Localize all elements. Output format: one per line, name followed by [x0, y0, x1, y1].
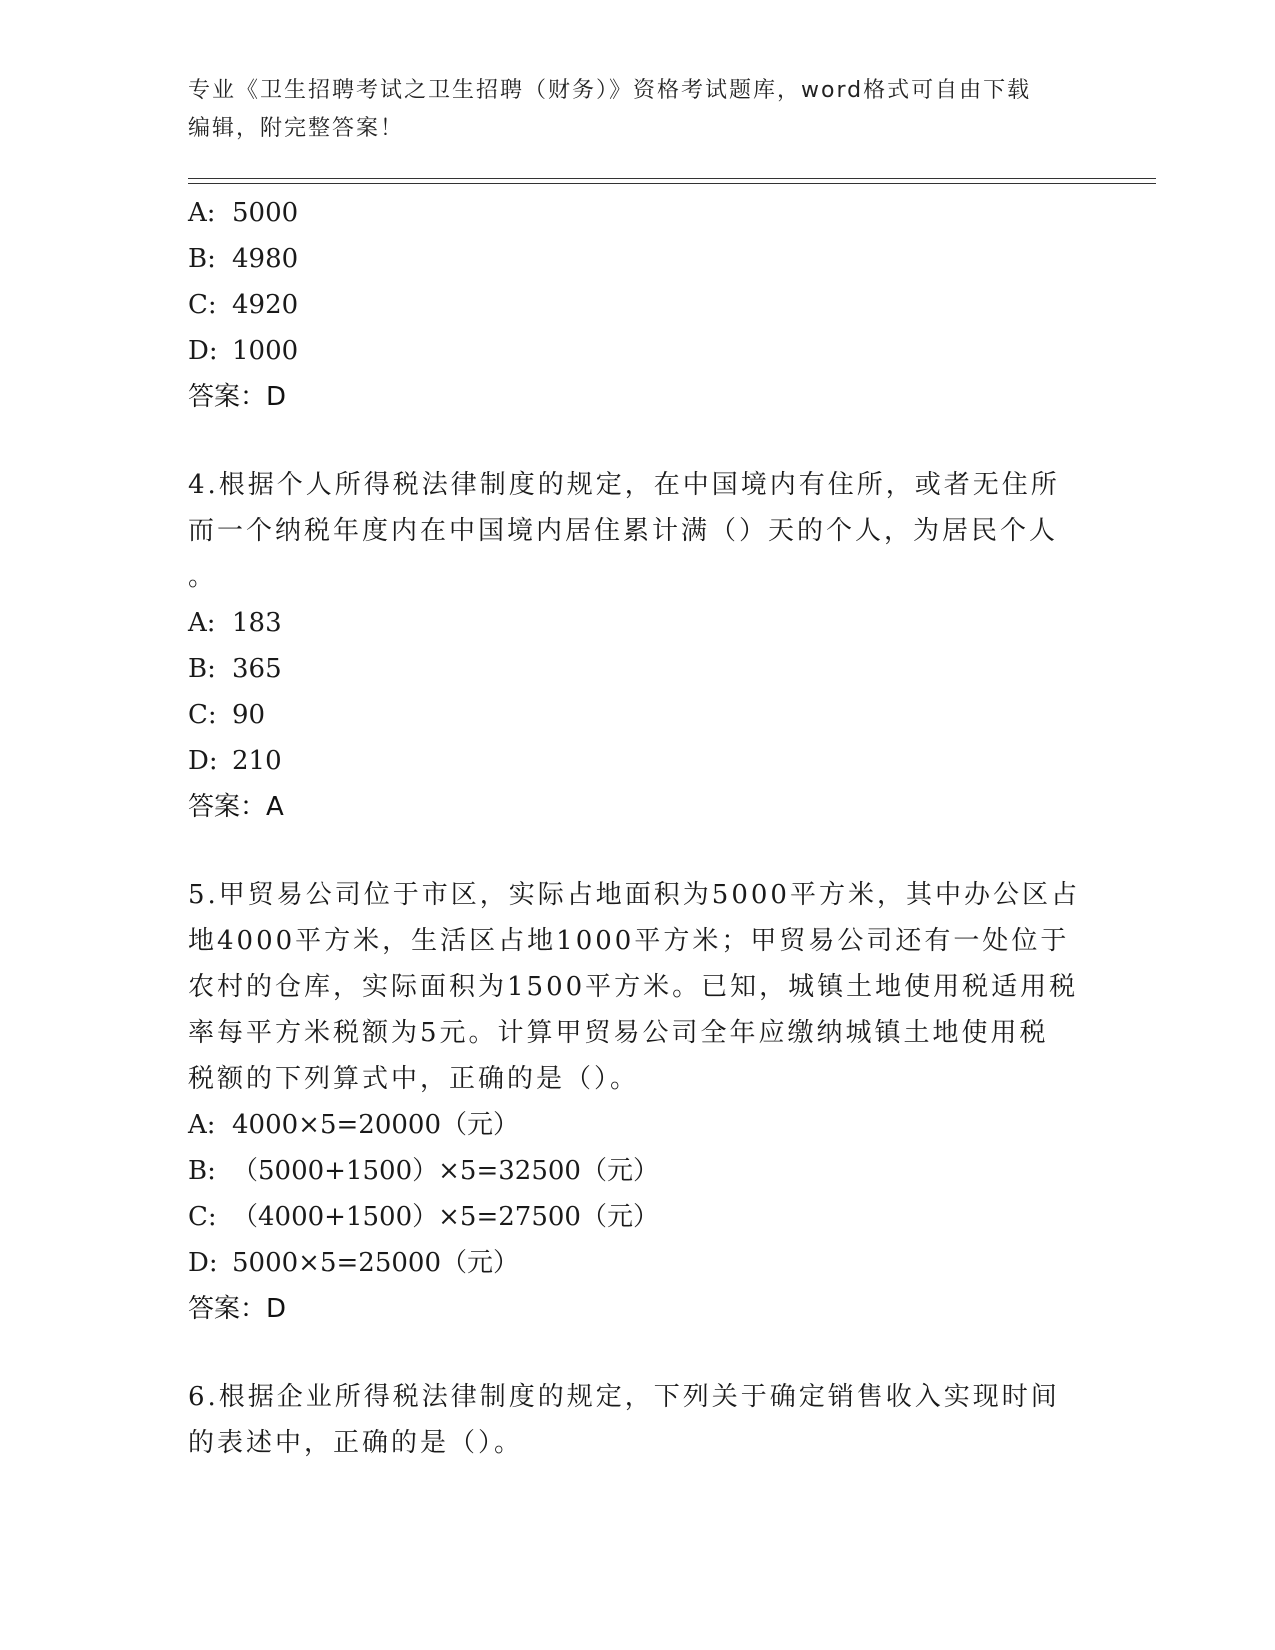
- option-d: D: 1000: [188, 336, 299, 366]
- question-3-options: [188, 190, 1088, 420]
- answer-line: 答案：A: [188, 792, 284, 822]
- header-divider: [188, 178, 1156, 184]
- option-c: C: 4920: [188, 290, 299, 320]
- question-5-stem: 5.甲贸易公司位于市区，实际占地面积为5000平方米，其中办公区占 地4000平方米，生活区占地1000平方米；甲贸易公司还有一处位于 农村的仓库，实际面积为1500平方米。已知，城镇土地使用税适用税 率每平方米税额为5元。计算甲贸易公司全年应缴纳城镇土地使用税 税额的下列算式中，正确的是（）。: [188, 880, 1080, 1094]
- option-c: C: 90: [188, 700, 266, 730]
- document-body: [188, 190, 1088, 1466]
- answer-line: 答案：D: [188, 1294, 287, 1324]
- option-d: D: 5000×5=25000（元）: [188, 1248, 519, 1278]
- option-d: D: 210: [188, 746, 282, 776]
- option-a: A: 183: [188, 608, 282, 638]
- question-5: [188, 872, 1088, 1332]
- option-a: A: 5000: [188, 198, 299, 228]
- document-header: [188, 72, 1068, 148]
- answer-line: 答案：D: [188, 382, 287, 412]
- header-line-1: 专业《卫生招聘考试之卫生招聘（财务）》资格考试题库，word格式可自由下载: [188, 78, 1032, 103]
- option-b: B: 4980: [188, 244, 299, 274]
- option-c: C: （4000+1500）×5=27500（元）: [188, 1202, 659, 1232]
- option-b: B: 365: [188, 654, 282, 684]
- question-4-stem: 4.根据个人所得税法律制度的规定，在中国境内有住所，或者无住所 而一个纳税年度内在中国境内居住累计满（）天的个人，为居民个人 。: [188, 470, 1060, 592]
- header-line-2: 编辑，附完整答案！: [188, 116, 405, 141]
- question-6: [188, 1374, 1088, 1466]
- option-a: A: 4000×5=20000（元）: [188, 1110, 519, 1140]
- question-6-stem: 6.根据企业所得税法律制度的规定，下列关于确定销售收入实现时间 的表述中，正确的是（）。: [188, 1382, 1060, 1458]
- question-4: [188, 462, 1088, 830]
- option-b: B: （5000+1500）×5=32500（元）: [188, 1156, 659, 1186]
